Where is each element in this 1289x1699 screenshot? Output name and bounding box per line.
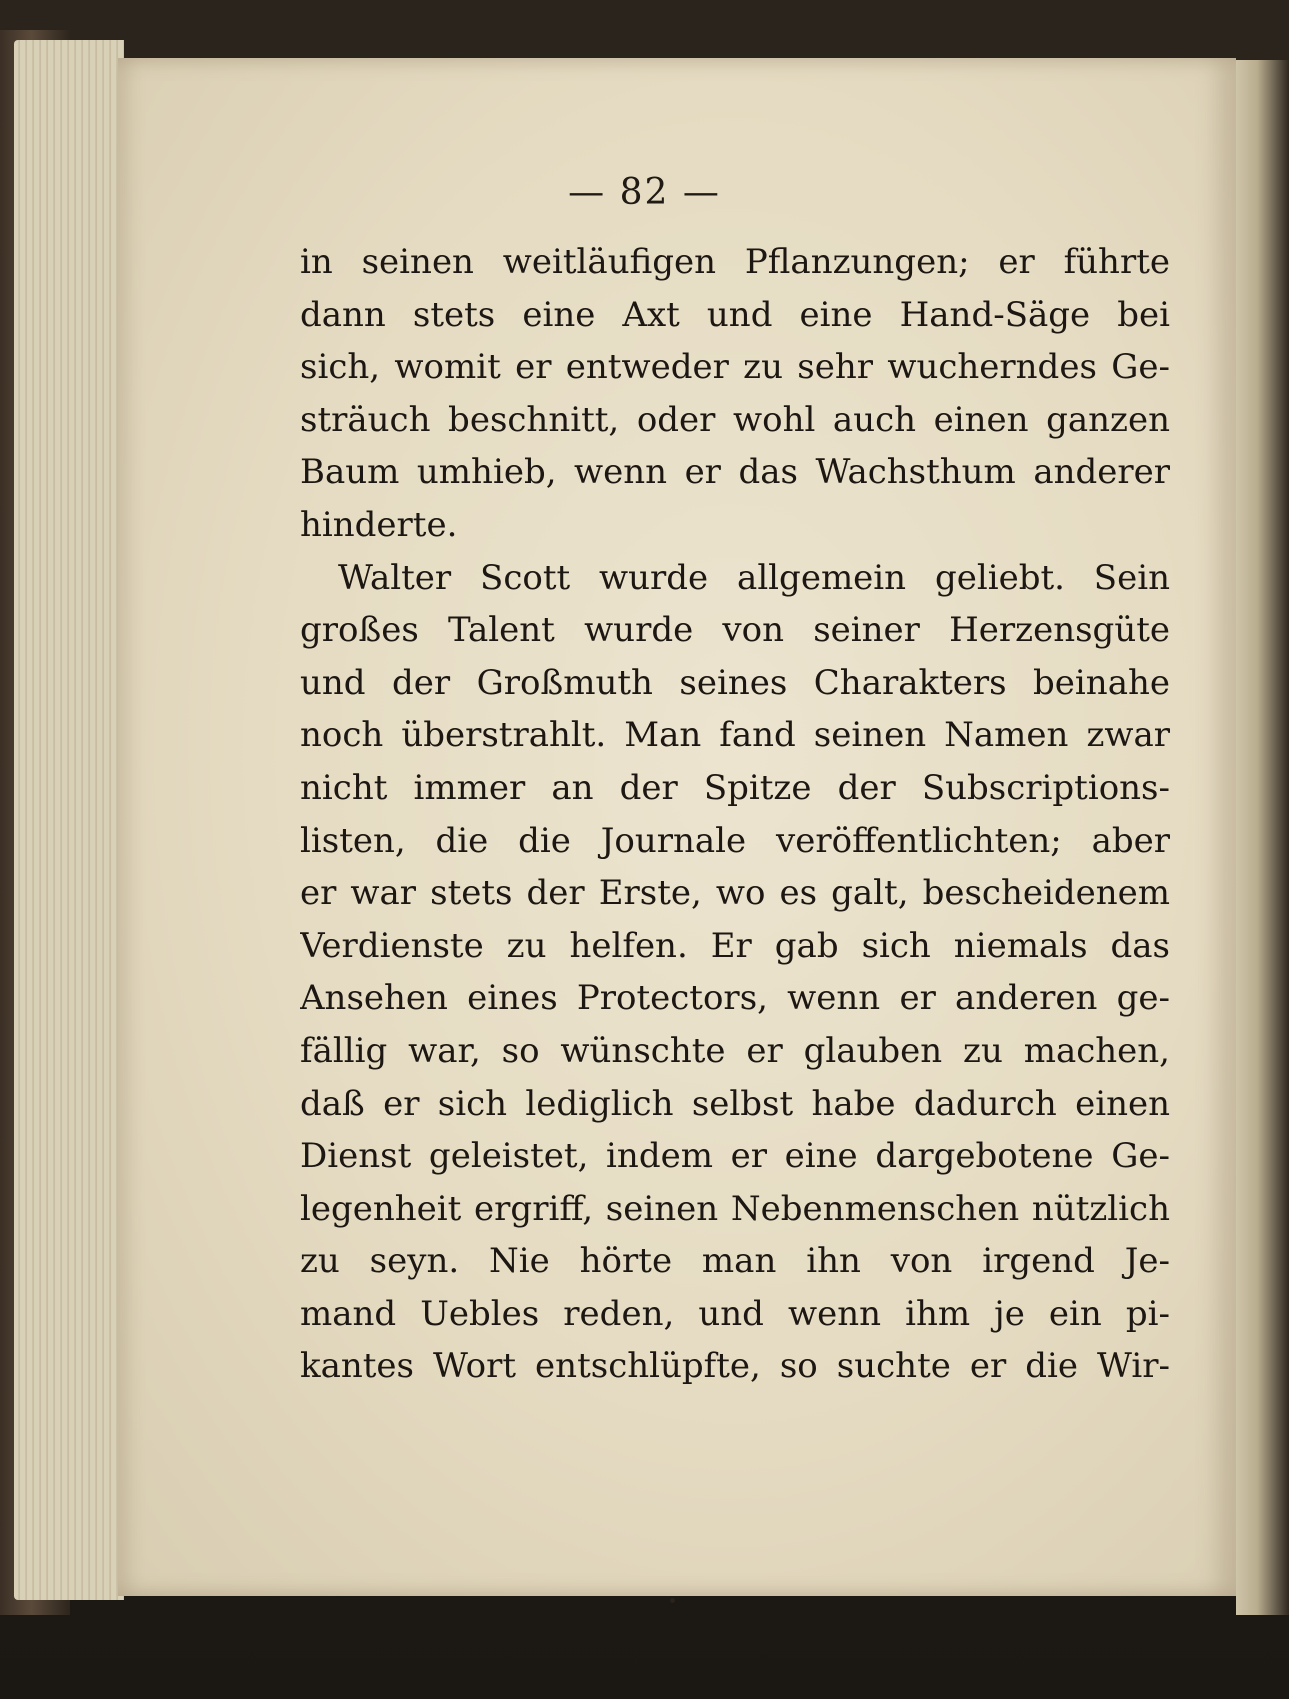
page-number: — 82 —: [568, 172, 721, 213]
text-line: zu seyn. Nie hörte man ihn von irgend Je-: [300, 1241, 1170, 1282]
body-text: [300, 236, 1170, 1393]
text-line: noch überstrahlt. Man fand seinen Namen zwar: [300, 715, 1170, 756]
text-line: sträuch beschnitt, oder wohl auch einen ganzen: [300, 399, 1170, 440]
text-line: Baum umhieb, wenn er das Wachsthum anderer: [300, 452, 1170, 493]
text-line: sich, womit er entweder zu sehr wucherndes Ge-: [300, 347, 1170, 388]
text-line: nicht immer an der Spitze der Subscriptions-: [300, 767, 1170, 808]
text-line: Walter Scott wurde allgemein geliebt. Sein: [338, 557, 1170, 598]
text-line: hinderte.: [300, 504, 458, 545]
text-line: in seinen weitläufigen Pflanzungen; er führte: [300, 242, 1170, 282]
text-line: Ansehen eines Protectors, wenn er anderen ge-: [300, 978, 1170, 1019]
text-line: Verdienste zu helfen. Er gab sich niemals das: [300, 925, 1170, 966]
text-line: listen, die die Journale veröffentlichten; aber: [300, 820, 1170, 861]
text-line: kantes Wort entschlüpfte, so suchte er die Wir-: [300, 1346, 1170, 1387]
text-line: großes Talent wurde von seiner Herzensgüte: [300, 610, 1170, 651]
text-line: dann stets eine Axt und eine Hand-Säge bei: [300, 294, 1170, 335]
text-line: und der Großmuth seines Charakters beinahe: [300, 662, 1170, 703]
text-line: fällig war, so wünschte er glauben zu machen,: [300, 1030, 1170, 1071]
ink-speck: [670, 1598, 675, 1603]
text-line: daß er sich lediglich selbst habe dadurch einen: [300, 1083, 1170, 1124]
text-line: legenheit ergriff, seinen Nebenmenschen nützlich: [300, 1188, 1170, 1229]
book-right-edge: [1236, 60, 1289, 1615]
text-line: er war stets der Erste, wo es galt, bescheidenem: [300, 873, 1170, 914]
page-stack-edge: [14, 40, 124, 1600]
text-line: Dienst geleistet, indem er eine dargebotene Ge-: [300, 1136, 1170, 1177]
text-line: mand Uebles reden, und wenn ihm je ein pi-: [300, 1293, 1170, 1334]
